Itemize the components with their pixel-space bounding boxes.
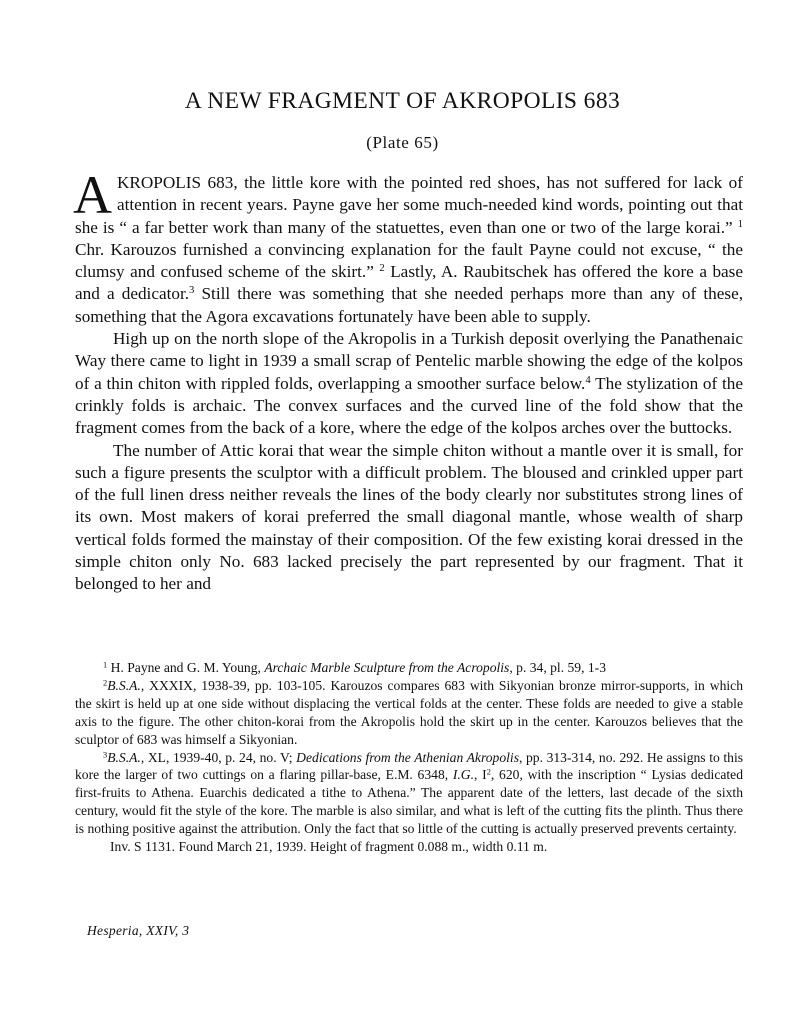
footnote-3-number: 3 bbox=[103, 748, 108, 759]
footnote-3-text-c: , I bbox=[474, 767, 487, 783]
footnote-3-text-b: , pp. 313-314, no. 292. He assigns to this kore the larger of two cuttings on a flaring pillar-base, E.M. 6348, bbox=[75, 749, 744, 783]
footnote-2 bbox=[75, 677, 743, 749]
footnote-3-text-a: , XL, 1939-40, p. 24, no. V; bbox=[140, 749, 297, 765]
footnote-ref-2[interactable]: 2 bbox=[379, 263, 385, 275]
footnote-ref-4[interactable]: 4 bbox=[585, 374, 591, 386]
footnote-ref-1[interactable]: 1 bbox=[737, 218, 743, 230]
paragraph-1-text-a: KROPOLIS 683, the little kore with the pointed red shoes, has not suffered for lack of attention in recent years. Payne gave her some much-needed kind words, pointing out that she is “ a far better work than many of the statuettes, even than one or two of the large korai.” bbox=[75, 173, 743, 237]
footnote-4: Inv. S 1131. Found March 21, 1939. Height of fragment 0.088 m., width 0.11 m. bbox=[110, 839, 548, 855]
paragraph-1-text-c: Lastly, A. Raubitschek has offered the kore a base and a dedicator. bbox=[75, 262, 743, 304]
footnote-3 bbox=[75, 749, 743, 839]
footnote-2-text: , XXXIX, 1938-39, pp. 103-105. Karouzos compares 683 with Sikyonian bronze mirror-supports, in which the skirt is held up at one side without displacing the vertical folds at the center. These folds are needed to give a stable axis to the figure. The other chiton-korai from the Akropolis hold the skirt up in the center. Karouzos believes that the sculptor of 683 was himself a Sikyonian. bbox=[75, 677, 743, 747]
footnote-3-superscript: 2 bbox=[486, 766, 491, 777]
footnotes bbox=[75, 659, 743, 856]
paragraph-2-text-b: The stylization of the crinkly folds is archaic. The convex surfaces and the curved line of the fold show that the fragment comes from the back of a kore, where the edge of the kolpos arches over the buttocks. bbox=[75, 373, 743, 438]
footnote-3-text-d: , 620, with the inscription “ Lysias dedicated first-fruits to Athena. Euarchis dedicated a tithe to Athena.” The apparent date of the letters, last decade of the sixth century, would fit the style of the kore. The marble is also similar, and what is left of the cutting fits the plinth. Thus there is nothing positive against the attribution. Only the fact that so little of the cutting is actually preserved prevents certainty. bbox=[75, 767, 744, 837]
footnote-1-number: 1 bbox=[103, 659, 108, 670]
footnote-ref-3[interactable]: 3 bbox=[189, 285, 195, 297]
paragraph-2-text-a: High up on the north slope of the Akropolis in a Turkish deposit overlying the Panathenaic Way there came to light in 1939 a small scrap of Pentelic marble showing the edge of the kolpos of a thin chiton with rippled folds, overlapping a smoother surface below. bbox=[75, 329, 743, 393]
footnote-3-journal: B.S.A. bbox=[107, 749, 141, 765]
footnote-3-book-title: Dedications from the Athenian Akropolis bbox=[296, 749, 519, 765]
paragraph-2 bbox=[75, 328, 743, 439]
footnote-1-text-b: , p. 34, pl. 59, 1-3 bbox=[509, 660, 607, 675]
paragraph-1 bbox=[73, 165, 744, 328]
paragraph-1-text-d: Still there was something that she needed perhaps more than any of these, something that the Agora excavations fortunately have been able to supply. bbox=[75, 284, 744, 326]
article-title: A NEW FRAGMENT OF AKROPOLIS 683 bbox=[184, 88, 621, 114]
drop-cap: A bbox=[73, 165, 112, 225]
article-body bbox=[73, 165, 744, 596]
footnote-1 bbox=[75, 659, 743, 677]
footnote-3-ig: I.G. bbox=[452, 767, 475, 783]
journal-footer: Hesperia, XXIV, 3 bbox=[87, 923, 190, 938]
footnote-2-number: 2 bbox=[103, 677, 108, 688]
plate-reference: (Plate 65) bbox=[366, 133, 439, 152]
paragraph-3: The number of Attic korai that wear the simple chiton without a mantle over it is small, for such a figure presents the sculptor with a difficult problem. The bloused and crinkled upper part of the full linen dress neither reveals the lines of the body clearly nor substitutes strong lines of its own. Most makers of korai preferred the small diagonal mantle, whose wealth of sharp vertical folds formed the mainstay of their composition. Of the few existing korai dressed in the simple chiton only No. 683 lacked precisely the part represented by our fragment. That it belonged to her and bbox=[75, 440, 743, 594]
footnote-1-book-title: Archaic Marble Sculpture from the Acropolis bbox=[264, 660, 510, 675]
footnote-1-text-a: H. Payne and G. M. Young, bbox=[107, 660, 265, 675]
paragraph-1-text-b: Chr. Karouzos furnished a convincing explanation for the fault Payne could not excuse, “ the clumsy and confused scheme of the skirt.” bbox=[75, 239, 743, 282]
footnote-2-journal: B.S.A. bbox=[107, 677, 141, 693]
